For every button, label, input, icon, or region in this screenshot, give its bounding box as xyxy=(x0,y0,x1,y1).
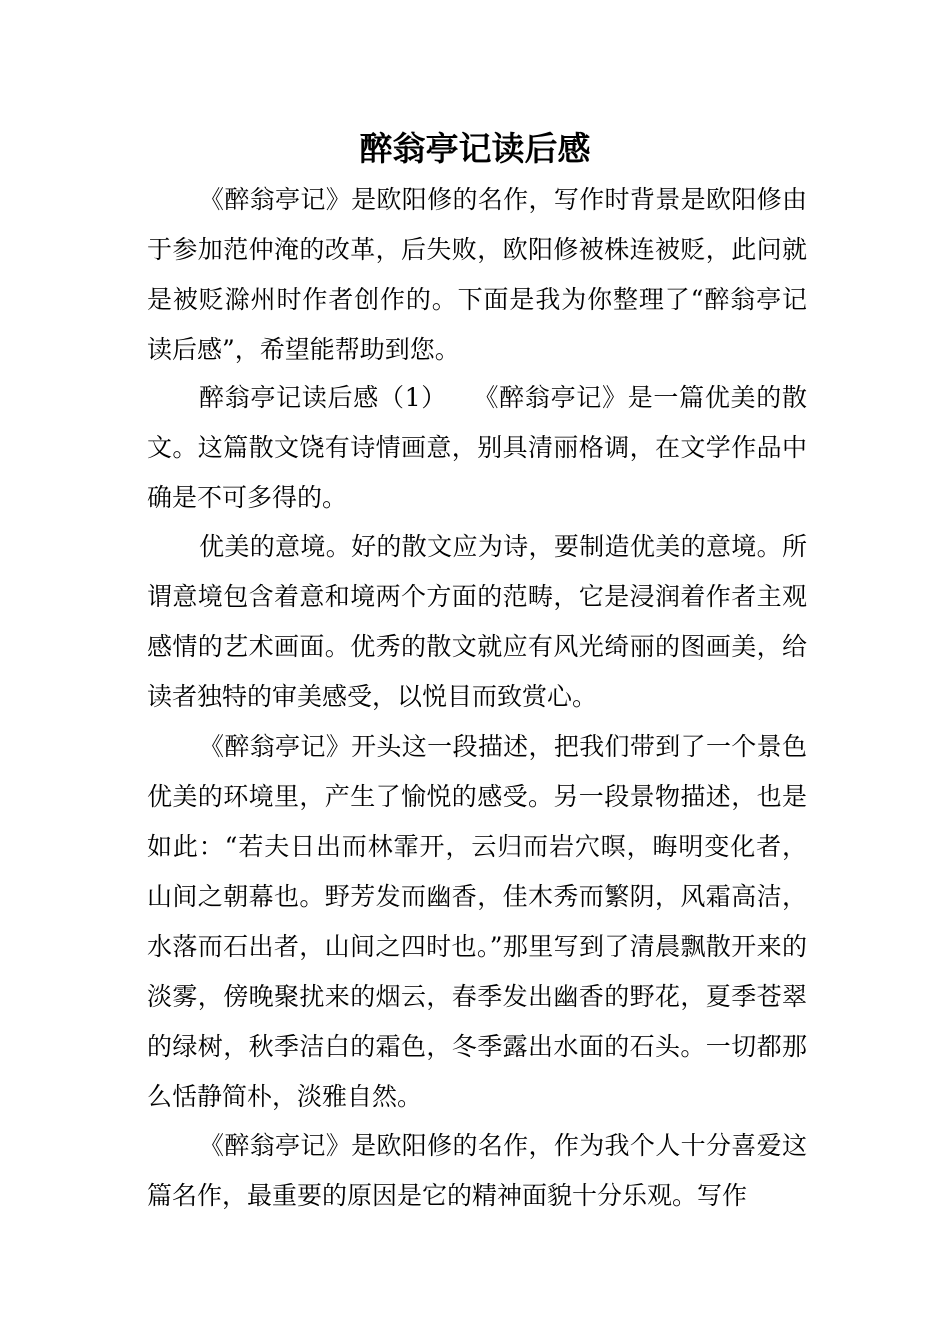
paragraph-review-1: 醉翁亭记读后感（1） 《醉翁亭记》是一篇优美的散文。这篇散文饶有诗情画意，别具清丽格调，在文学作品中确是不可多得的。 xyxy=(147,383,807,512)
paragraph-scenery: 《醉翁亭记》开头这一段描述，把我们带到了一个景色优美的环境里，产生了愉悦的感受。另一段景物描述，也是如此：“若夫日出而林霏开，云归而岩穴暝，晦明变化者，山间之朝幕也。野芳发而幽香，佳木秀而繁阴，风霜高洁，水落而石出者，山间之四时也。”那里写到了清晨飘散开来的淡雾，傍晚聚扰来的烟云，春季发出幽香的野花，夏季苍翠的绿树，秋季洁白的霜色，冬季露出水面的石头。一切都那么恬静简朴，淡雅自然。 xyxy=(147,732,807,1111)
paragraph-intro: 《醉翁亭记》是欧阳修的名作，写作时背景是欧阳修由于参加范仲淹的改革，后失败，欧阳修被株连被贬，此问就是被贬滁州时作者创作的。下面是我为你整理了“醉翁亭记读后感”，希望能帮助到您。 xyxy=(147,185,807,364)
paragraph-artistic-conception: 优美的意境。好的散文应为诗，要制造优美的意境。所谓意境包含着意和境两个方面的范畴，它是浸润着作者主观感情的艺术画面。优秀的散文就应有风光绮丽的图画美，给读者独特的审美感受，以悦目而致赏心。 xyxy=(147,532,807,711)
paragraph-optimism: 《醉翁亭记》是欧阳修的名作，作为我个人十分喜爱这篇名作，最重要的原因是它的精神面貌十分乐观。写作 xyxy=(147,1131,807,1210)
document-title: 醉翁亭记读后感 xyxy=(359,129,591,168)
